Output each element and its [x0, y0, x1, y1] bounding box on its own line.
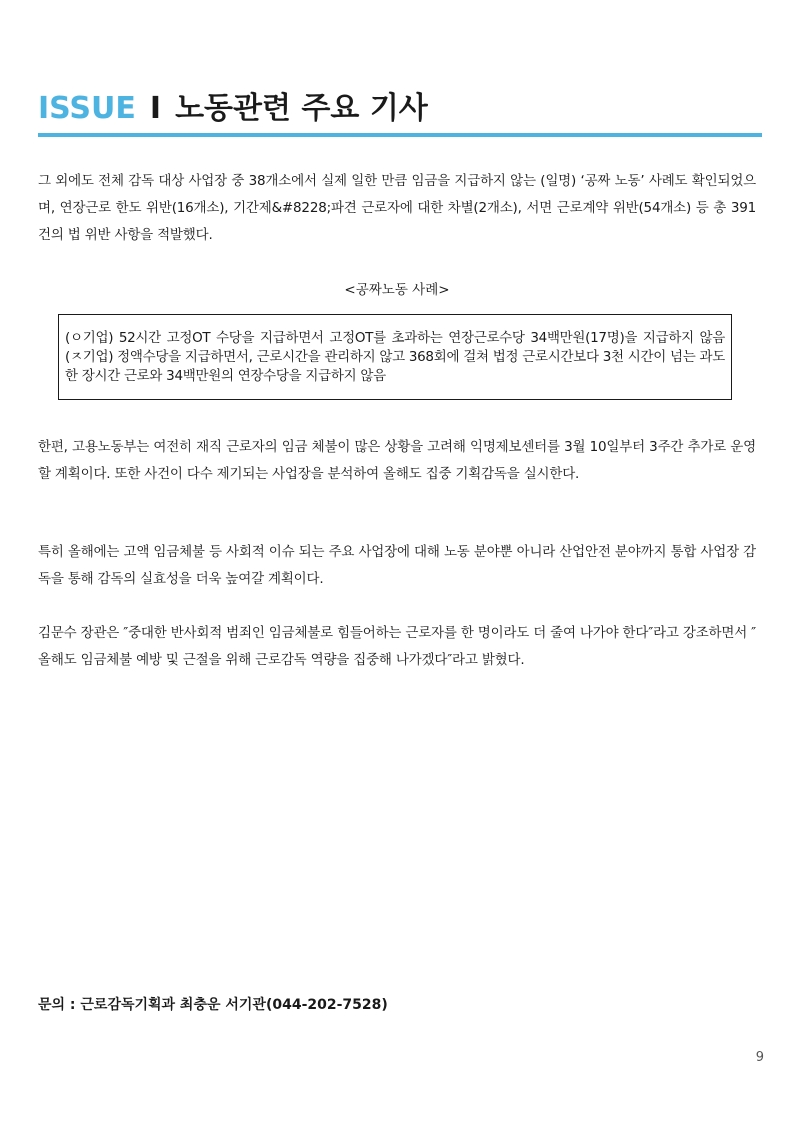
page-number: 9 — [755, 1050, 764, 1065]
section-heading: 노동관련 주요 기사 — [175, 91, 428, 126]
header-divider — [38, 133, 762, 137]
page-title — [38, 88, 428, 130]
paragraph-minister-quote: 김문수 장관은 ″중대한 반사회적 범죄인 임금체불로 힘들어하는 근로자를 한 명이라도 더 줄여 나가야 한다″라고 강조하면서 ″올해도 임금체불 예방 및 근절을 위해 근로감독 역량을 집중해 나가겠다″라고 밝혔다. — [38, 625, 756, 668]
paragraph-violations: 그 외에도 전체 감독 대상 사업장 중 38개소에서 실제 일한 만큼 임금을 지급하지 않는 (일명) ‘공짜 노동’ 사례도 확인되었으며, 연장근로 한도 위반(16개소), 기간제&#8228;파견 근로자에 대한 차별(2개소), 서면 근로계약 위반(54개소) 등 총 391건의 법 위반 사항을 적발했다. — [38, 173, 756, 243]
paragraph-integrated-inspection: 특히 올해에는 고액 임금체불 등 사회적 이슈 되는 주요 사업장에 대해 노동 분야뿐 아니라 산업안전 분야까지 통합 사업장 감독을 통해 감독의 실효성을 더욱 높여갈 계획이다. — [38, 544, 756, 587]
case-caption: <공짜노동 사례> — [344, 282, 450, 298]
title-separator: I — [149, 91, 162, 126]
case-text: (ㅇ기업) 52시간 고정OT 수당을 지급하면서 고정OT를 초과하는 연장근로수당 34백만원(17명)을 지급하지 않음 (ㅈ기업) 정액수당을 지급하면서, 근로시간을 관리하지 않고 368회에 걸쳐 법정 근로시간보다 3천 시간이 넘는 과도한 장시간 근로와 34백만원의 연장수당을 지급하지 않음 — [65, 330, 725, 384]
paragraph-ministry-plan: 한편, 고용노동부는 여전히 재직 근로자의 임금 체불이 많은 상황을 고려해 익명제보센터를 3월 10일부터 3주간 추가로 운영할 계획이다. 또한 사건이 다수 제기되는 사업장을 분석하여 올해도 집중 기획감독을 실시한다. — [38, 439, 756, 482]
issue-label: ISSUE — [38, 91, 136, 126]
case-box — [58, 314, 732, 400]
contact-info: 문의 : 근로감독기획과 최충운 서기관(044-202-7528) — [38, 997, 388, 1013]
